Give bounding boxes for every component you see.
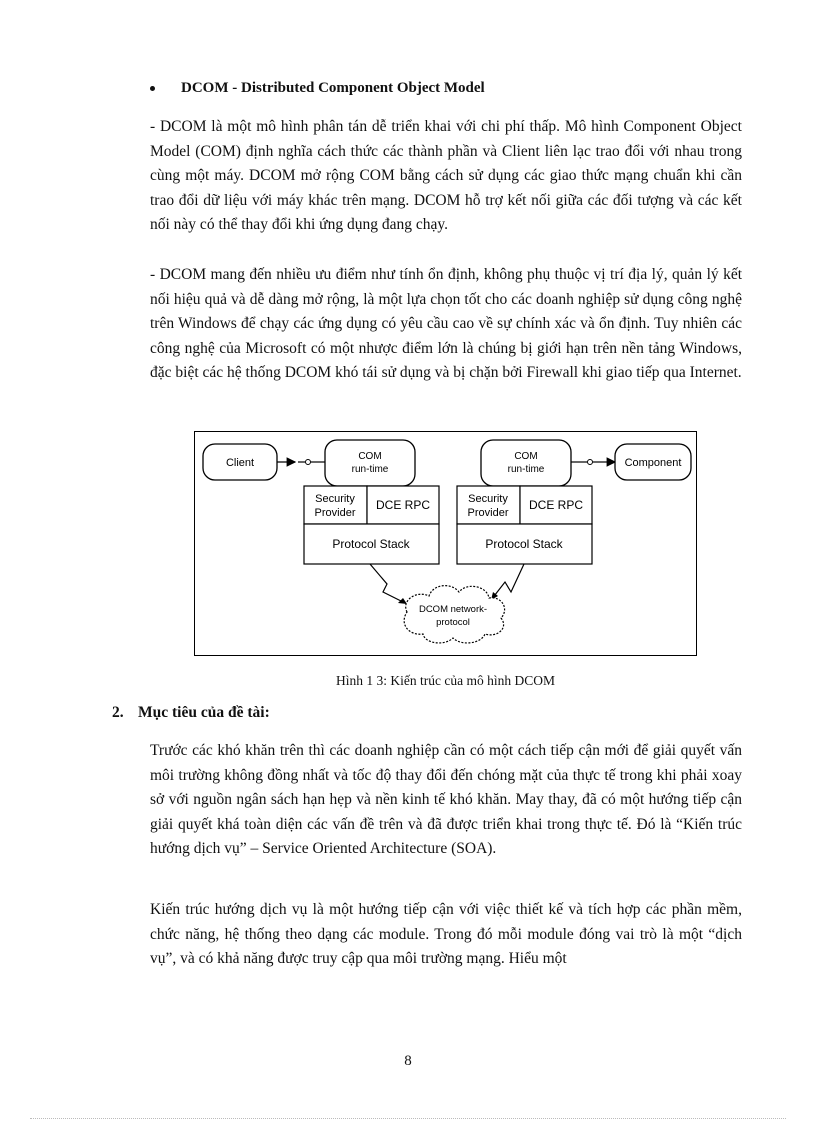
section-number: 2.	[112, 704, 124, 721]
bullet-dot	[150, 86, 155, 91]
dce-rpc-label-right: DCE RPC	[528, 498, 584, 512]
section-title: Mục tiêu của đề tài:	[138, 704, 270, 721]
component-label: Component	[624, 457, 682, 469]
section-heading	[112, 704, 270, 722]
paragraph-soa-definition: Kiến trúc hướng dịch vụ là một hướng tiếp cận với việc thiết kế và tích hợp các phần mềm, chức năng, hệ thống theo dạng các module. Trong đó mỗi module đóng vai trò là một “dịch vụ”, và có khả năng được truy cập qua môi trường mạng. Hiểu một	[150, 901, 742, 967]
dce-rpc-label-left: DCE RPC	[375, 498, 431, 512]
security-label-right: Security	[468, 493, 508, 505]
protocol-stack-label-left: Protocol Stack	[332, 537, 410, 551]
network-label-line2: protocol	[436, 617, 470, 628]
paragraph-soa-intro: Trước các khó khăn trên thì các doanh nghiệp cần có một cách tiếp cận mới để giải quyết vấn môi trường không đồng nhất và tốc độ thay đổi đến chóng mặt của thực tế trong khi phải xoay sở với nguồn ngân sách hạn hẹp và nền kinh tế khó khăn. May thay, đã có một hướng tiếp cận giải quyết khá toàn diện các vấn đề trên và đã được triển khai trong thực tế. Đó là “Kiến trúc hướng dịch vụ” – Service Oriented Architecture (SOA).	[150, 742, 742, 857]
com-label-right: COM	[514, 451, 538, 462]
provider-label-left: Provider	[314, 507, 356, 519]
lightning-bolt-left	[370, 564, 407, 604]
connector-lollipop	[588, 460, 593, 465]
connector-lollipop	[306, 460, 311, 465]
security-label-left: Security	[315, 493, 355, 505]
bullet-heading	[150, 80, 485, 97]
bullet-heading-text: DCOM - Distributed Component Object Model	[181, 80, 485, 96]
paragraph-dcom-advantages: - DCOM mang đến nhiều ưu điểm như tính ổn định, không phụ thuộc vị trí địa lý, quản lý kết nối hiệu quả và dễ dàng mở rộng, là một lựa chọn tốt cho các doanh nghiệp sử dụng công nghệ trên Windows để chạy các ứng dụng có yêu cầu cao về sự chính xác và ổn định. Tuy nhiên các công nghệ của Microsoft có một nhược điểm lớn là chúng bị giới hạn trên nền tảng Windows, đặc biệt các hệ thống DCOM khó tái sử dụng và bị chặn bởi Firewall khi giao tiếp qua Internet.	[150, 266, 742, 381]
dcom-architecture-figure	[194, 431, 697, 656]
dcom-architecture-diagram	[195, 432, 698, 657]
com-label-left: COM	[358, 451, 382, 462]
provider-label-right: Provider	[467, 507, 509, 519]
com-runtime-left	[325, 440, 415, 486]
runtime-label-right: run-time	[507, 464, 545, 475]
network-label-line1: DCOM network-	[418, 604, 488, 615]
paragraph-dcom-definition: - DCOM là một mô hình phân tán dễ triển khai với chi phí thấp. Mô hình Component Object Model (COM) định nghĩa cách thức các thành phần và Client liên lạc trao đổi với nhau trong cùng một máy. DCOM mở rộng COM bằng cách sử dụng các giao thức mạng chuẩn khi cần trao đổi dữ liệu với máy khác trên mạng. DCOM hỗ trợ kết nối giữa các đối tượng và các kết nối này có thể thay đổi khi ứng dụng đang chạy.	[150, 118, 742, 233]
figure-caption: Hình 1 3: Kiến trúc của mô hình DCOM	[336, 673, 555, 688]
protocol-stack-label-right: Protocol Stack	[485, 537, 563, 551]
com-runtime-right	[481, 440, 571, 486]
runtime-label-left: run-time	[351, 464, 389, 475]
page-number: 8	[404, 1053, 412, 1069]
footer-divider	[30, 1118, 786, 1119]
client-label: Client	[225, 457, 255, 469]
